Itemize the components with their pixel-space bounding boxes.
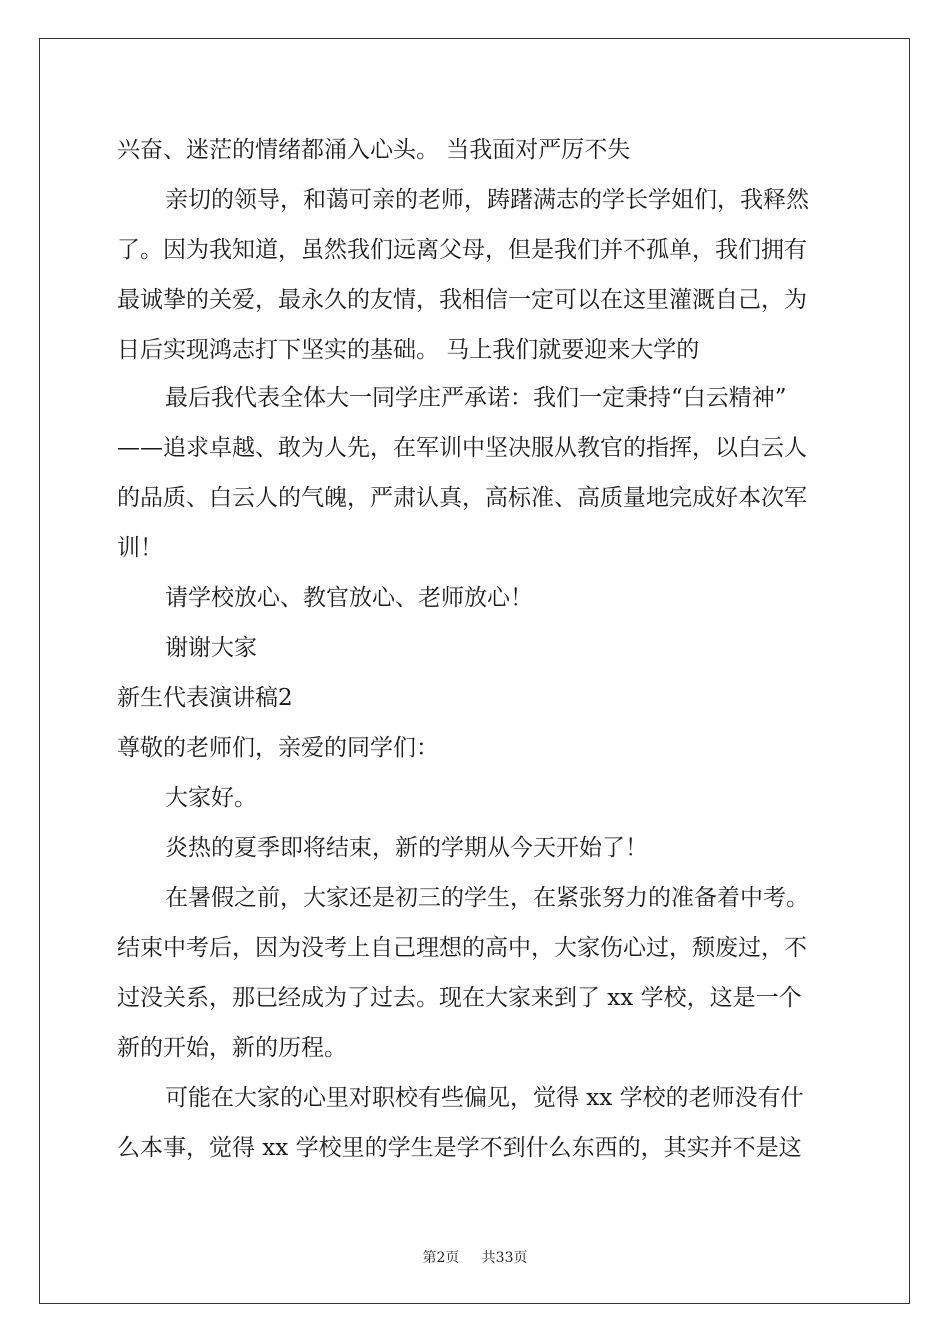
- text-line: 大家好。: [165, 785, 257, 811]
- page-total: 共33页: [481, 1250, 528, 1266]
- text-line: 训！: [117, 535, 163, 561]
- text-line: 炎热的夏季即将结束，新的学期从今天开始了！: [165, 835, 648, 861]
- text-line: 可能在大家的心里对职校有些偏见，觉得 xx 学校的老师没有什: [165, 1085, 804, 1111]
- text-line: 了。因为我知道，虽然我们远离父母，但是我们并不孤单，我们拥有: [117, 237, 807, 263]
- page-number: 第2页: [422, 1250, 460, 1266]
- section-heading: 新生代表演讲稿2: [117, 685, 293, 711]
- text-line: 结束中考后，因为没考上自己理想的高中，大家伤心过，颓废过，不: [117, 935, 807, 961]
- text-line: 日后实现鸿志打下坚实的基础。 马上我们就要迎来大学的: [117, 337, 700, 363]
- text-line: 亲切的领导，和蔼可亲的老师，踌躇满志的学长学姐们，我释然: [165, 187, 809, 213]
- text-line: 的品质、白云人的气魄，严肃认真，高标准、高质量地完成好本次军: [117, 485, 807, 511]
- text-line: 谢谢大家: [165, 635, 257, 661]
- text-line: 新的开始，新的历程。: [117, 1035, 347, 1061]
- text-line: 在暑假之前，大家还是初三的学生，在紧张努力的准备着中考。: [165, 885, 809, 911]
- text-line: 过没关系，那已经成为了过去。现在大家来到了 xx 学校，这是一个: [117, 985, 802, 1011]
- page-border: [39, 38, 910, 1304]
- text-line: 最诚挚的关爱，最永久的友情，我相信一定可以在这里灌溉自己，为: [117, 287, 807, 313]
- text-line: 兴奋、迷茫的情绪都涌入心头。 当我面对严厉不失: [117, 137, 631, 163]
- text-line: 最后我代表全体大一同学庄严承诺：我们一定秉持“白云精神”: [165, 385, 787, 411]
- page-footer: [0, 1247, 950, 1267]
- salutation: 尊敬的老师们，亲爱的同学们：: [117, 735, 439, 761]
- text-line: 么本事，觉得 xx 学校里的学生是学不到什么东西的，其实并不是这: [117, 1135, 802, 1161]
- text-line: 请学校放心、教官放心、老师放心！: [165, 585, 533, 611]
- text-line: ——追求卓越、敢为人先，在军训中坚决服从教官的指挥，以白云人: [117, 435, 807, 461]
